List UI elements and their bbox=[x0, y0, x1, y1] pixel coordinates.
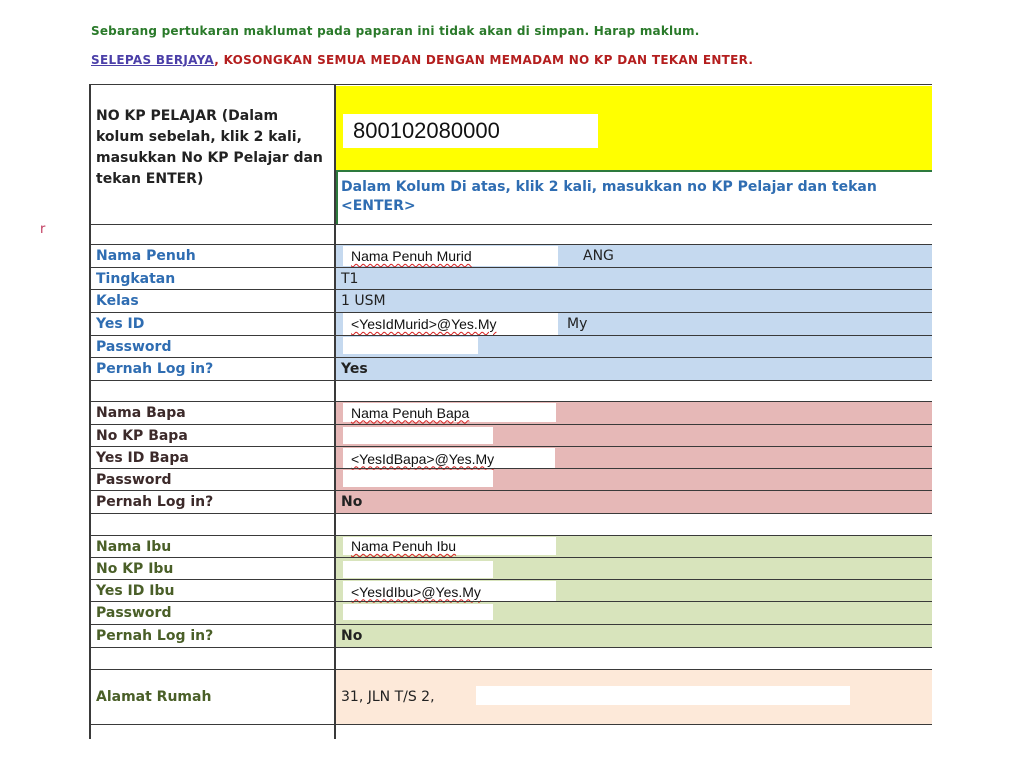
grid-line bbox=[90, 401, 932, 402]
father-login-value[interactable]: No bbox=[341, 494, 363, 510]
grid-line bbox=[90, 601, 932, 602]
student-yesid-value: <YesIdMurid>@Yes.My bbox=[351, 316, 497, 332]
grid-line bbox=[90, 535, 932, 536]
father-kp-field[interactable] bbox=[343, 427, 493, 444]
student-password-field[interactable] bbox=[343, 337, 478, 354]
stray-mark: r bbox=[40, 222, 46, 237]
grid-line bbox=[90, 357, 932, 358]
label-nama-ibu: Nama Ibu bbox=[96, 539, 172, 555]
notice-no-save: Sebarang pertukaran maklumat pada paparan ini tidak akan di simpan. Harap maklum. bbox=[91, 24, 700, 38]
grid-line bbox=[90, 312, 932, 313]
student-name-value: Nama Penuh Murid bbox=[351, 248, 472, 264]
label-no-kp-bapa: No KP Bapa bbox=[96, 428, 188, 444]
address-value[interactable]: 31, JLN T/S 2, bbox=[341, 689, 435, 705]
student-login-value[interactable]: Yes bbox=[341, 361, 368, 377]
grid-line bbox=[90, 468, 932, 469]
label-password: Password bbox=[96, 339, 172, 355]
label-yes-id-bapa: Yes ID Bapa bbox=[96, 450, 189, 466]
label-password-ibu: Password bbox=[96, 605, 172, 621]
grid-line bbox=[89, 84, 91, 739]
father-name-value: Nama Penuh Bapa bbox=[351, 404, 470, 421]
kp-input-field[interactable]: 800102080000 bbox=[343, 114, 598, 148]
kp-hint-text: Dalam Kolum Di atas, klik 2 kali, masukkan no KP Pelajar dan tekan <ENTER> bbox=[341, 179, 877, 214]
student-name-field[interactable] bbox=[343, 246, 558, 266]
mother-login-value[interactable]: No bbox=[341, 628, 363, 644]
label-pernah-login-ibu: Pernah Log in? bbox=[96, 628, 214, 644]
label-yes-id: Yes ID bbox=[96, 316, 145, 332]
mother-yesid-value: <YesIdIbu>@Yes.My bbox=[351, 583, 481, 600]
label-yes-id-ibu: Yes ID Ibu bbox=[96, 583, 175, 599]
student-level-value[interactable]: T1 bbox=[341, 271, 359, 287]
label-alamat-rumah: Alamat Rumah bbox=[96, 689, 212, 705]
mother-name-field[interactable] bbox=[343, 537, 556, 555]
father-password-field[interactable] bbox=[343, 470, 493, 487]
label-nama-penuh: Nama Penuh bbox=[96, 248, 196, 264]
father-yesid-value: <YesIdBapa>@Yes.My bbox=[351, 450, 495, 467]
student-yesid-suffix: My bbox=[567, 316, 588, 332]
notice-success-word: SELEPAS BERJAYA bbox=[91, 53, 215, 67]
mother-yesid-field[interactable] bbox=[343, 581, 556, 602]
grid-line bbox=[90, 647, 932, 648]
father-name-field[interactable] bbox=[343, 403, 556, 422]
label-kelas: Kelas bbox=[96, 293, 139, 309]
label-password-bapa: Password bbox=[96, 472, 172, 488]
student-yesid-field[interactable] bbox=[343, 313, 558, 335]
grid-line bbox=[90, 335, 932, 336]
notice-instruction-text: , KOSONGKAN SEMUA MEDAN DENGAN MEMADAM NO KP DAN TEKAN ENTER. bbox=[214, 53, 754, 67]
grid-line bbox=[90, 624, 932, 625]
mother-password-field[interactable] bbox=[343, 604, 493, 620]
grid-line bbox=[90, 579, 932, 580]
label-pernah-login: Pernah Log in? bbox=[96, 361, 214, 377]
grid-line bbox=[90, 380, 932, 381]
grid-line bbox=[90, 513, 932, 514]
label-pernah-login-bapa: Pernah Log in? bbox=[96, 494, 214, 510]
grid-line bbox=[90, 669, 932, 670]
student-class-value[interactable]: 1 USM bbox=[341, 293, 386, 309]
grid-line bbox=[90, 267, 932, 268]
grid-line bbox=[90, 424, 932, 425]
grid-line bbox=[90, 289, 932, 290]
grid-line bbox=[334, 84, 336, 739]
grid-line bbox=[90, 244, 932, 245]
student-name-suffix: ANG bbox=[583, 248, 614, 264]
kp-input-label: NO KP PELAJAR (Dalam kolum sebelah, klik 2 kali, masukkan No KP Pelajar dan tekan ENTER) bbox=[96, 108, 323, 187]
grid-line bbox=[90, 84, 932, 85]
address-blank-field[interactable] bbox=[476, 686, 850, 705]
label-nama-bapa: Nama Bapa bbox=[96, 405, 186, 421]
grid-line bbox=[90, 446, 932, 447]
grid-line bbox=[90, 557, 932, 558]
grid-line bbox=[90, 724, 932, 725]
grid-line bbox=[90, 224, 932, 225]
label-tingkatan: Tingkatan bbox=[96, 271, 176, 287]
grid-line bbox=[90, 490, 932, 491]
label-no-kp-ibu: No KP Ibu bbox=[96, 561, 174, 577]
mother-kp-field[interactable] bbox=[343, 561, 493, 578]
father-yesid-field[interactable] bbox=[343, 448, 555, 469]
mother-name-value: Nama Penuh Ibu bbox=[351, 538, 457, 554]
